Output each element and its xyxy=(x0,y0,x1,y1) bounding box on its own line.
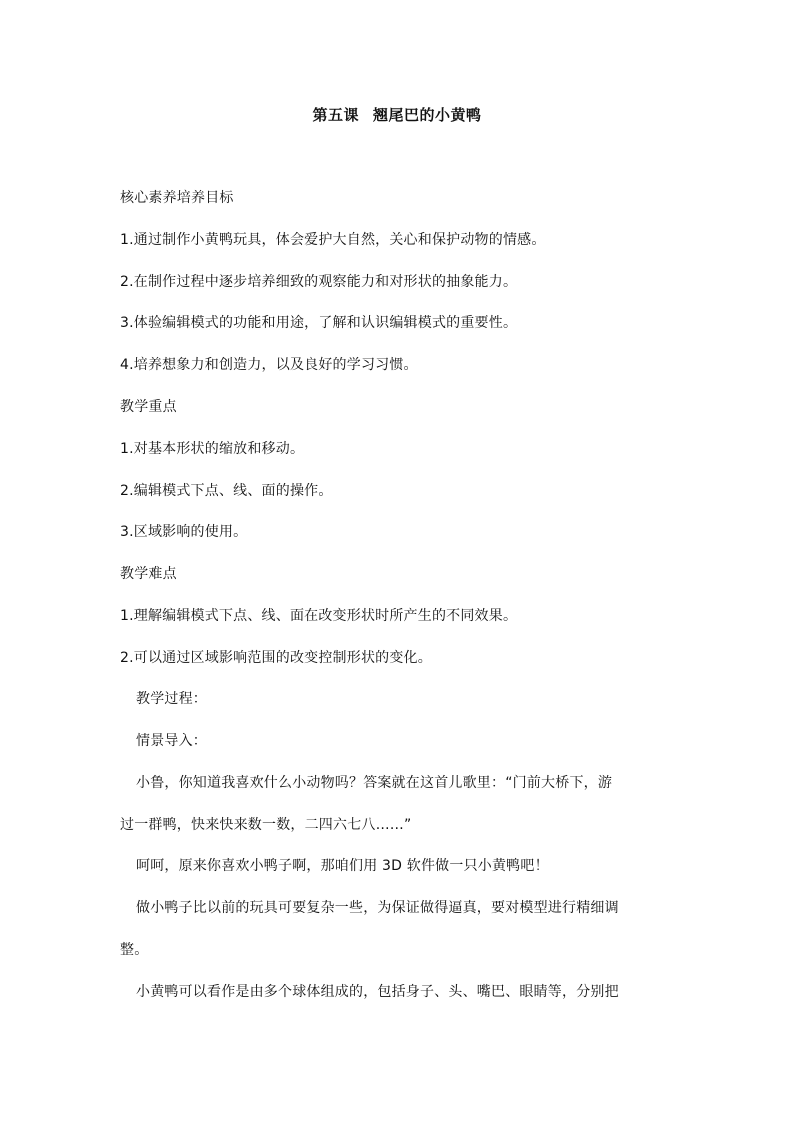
goal-item-3: 3.体验编辑模式的功能和用途，了解和认识编辑模式的重要性。 xyxy=(120,315,518,331)
paragraph-line: 过一群鸭，快来快来数一数，二四六七八……” xyxy=(120,817,412,833)
difficulty-2: 2.可以通过区域影响范围的改变控制形状的变化。 xyxy=(120,650,432,666)
goal-item-1: 1.通过制作小黄鸭玩具，体会爱护大自然，关心和保护动物的情感。 xyxy=(120,232,546,248)
paragraph-line: 呵呵，原来你喜欢小鸭子啊，那咱们用 3D 软件做一只小黄鸭吧！ xyxy=(136,858,549,874)
lesson-title xyxy=(0,104,794,126)
paragraph-line: 小黄鸭可以看作是由多个球体组成的，包括身子、头、嘴巴、眼睛等，分别把 xyxy=(136,984,619,1000)
paragraph-line: 小鲁，你知道我喜欢什么小动物吗？答案就在这首儿歌里：“门前大桥下，游 xyxy=(136,775,613,791)
key-point-3: 3.区域影响的使用。 xyxy=(120,524,248,540)
lesson-name: 翘尾巴的小黄鸭 xyxy=(373,106,482,124)
paragraph-line: 整。 xyxy=(120,942,149,958)
goal-item-2: 2.在制作过程中逐步培养细致的观察能力和对形状的抽象能力。 xyxy=(120,274,518,290)
difficulty-1: 1.理解编辑模式下点、线、面在改变形状时所产生的不同效果。 xyxy=(120,608,518,624)
section-heading-intro: 情景导入： xyxy=(136,733,207,749)
section-heading-core-goals: 核心素养培养目标 xyxy=(120,190,234,206)
section-heading-difficulties: 教学难点 xyxy=(120,566,177,582)
lesson-number: 第五课 xyxy=(312,106,359,124)
section-heading-process: 教学过程： xyxy=(136,691,207,707)
key-point-2: 2.编辑模式下点、线、面的操作。 xyxy=(120,483,333,499)
paragraph-line: 做小鸭子比以前的玩具可要复杂一些，为保证做得逼真，要对模型进行精细调 xyxy=(136,900,619,916)
key-point-1: 1.对基本形状的缩放和移动。 xyxy=(120,441,305,457)
section-heading-key-points: 教学重点 xyxy=(120,399,177,415)
goal-item-4: 4.培养想象力和创造力，以及良好的学习习惯。 xyxy=(120,357,418,373)
